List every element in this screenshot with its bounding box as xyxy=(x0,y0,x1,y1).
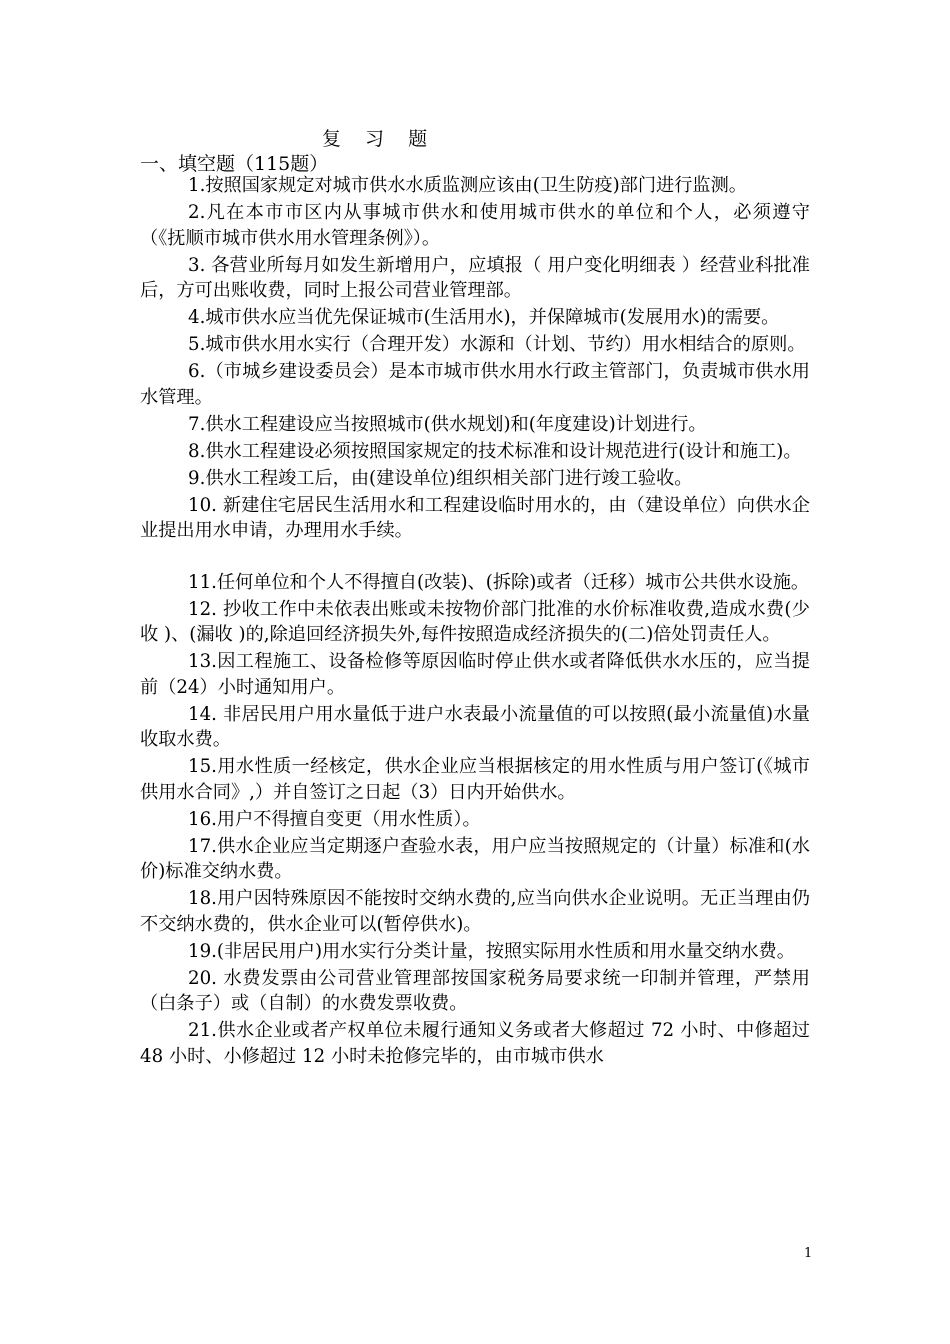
question-item: 19.(非居民用户)用水实行分类计量，按照实际用水性质和用水量交纳水费。 xyxy=(188,940,795,962)
question-item: 5.城市供水用水实行（合理开发）水源和（计划、节约）用水相结合的原则。 xyxy=(188,334,806,355)
document-title: 复 习 题 xyxy=(322,128,437,150)
question-item: 11.任何单位和个人不得擅自(改装)、(拆除)或者（迁移）城市公共供水设施。 xyxy=(188,571,810,593)
question-item: 8.供水工程建设必须按照国家规定的技术标准和设计规范进行(设计和施工)。 xyxy=(188,440,802,462)
question-item: 9.供水工程竣工后，由(建设单位)组织相关部门进行竣工验收。 xyxy=(188,467,693,489)
page-number: 1 xyxy=(804,1246,813,1261)
question-item: 10. 新建住宅居民生活用水和工程建设临时用水的，由（建设单位）向供水企业提出用水申请，办理用水手续。 xyxy=(140,494,810,541)
question-item: 3. 各营业所每月如发生新增用户，应填报（ 用户变化明细表 ）经营业科批准后，方可出账收费，同时上报公司营业管理部。 xyxy=(140,254,810,301)
question-item: 2.凡在本市市区内从事城市供水和使用城市供水的单位和个人，必须遵守（《抚顺市城市供水用水管理条例》）。 xyxy=(140,202,810,249)
question-item: 16.用户不得擅自变更（用水性质）。 xyxy=(188,808,481,830)
question-item: 21.供水企业或者产权单位未履行通知义务或者大修超过 72 小时、中修超过 48 小时、小修超过 12 小时未抢修完毕的，由市城市供水 xyxy=(140,1020,810,1067)
question-item: 15.用水性质一经核定，供水企业应当根据核定的用水性质与用户签订(《城市供用水合同》,）并自签订之日起（3）日内开始供水。 xyxy=(140,756,810,803)
question-item: 6.（市城乡建设委员会）是本市城市供水用水行政主管部门，负责城市供水用水管理。 xyxy=(140,361,810,408)
question-item: 12. 抄收工作中未依表出账或未按物价部门批准的水价标准收费,造成水费(少收 )、(漏收 )的,除追回经济损失外,每件按照造成经济损失的(二)倍处罚责任人。 xyxy=(140,598,810,645)
question-item: 17.供水企业应当定期逐户查验水表，用户应当按照规定的（计量）标准和(水价)标准交纳水费。 xyxy=(140,835,810,882)
question-item: 13.因工程施工、设备检修等原因临时停止供水或者降低供水水压的，应当提前（24）小时通知用户。 xyxy=(140,651,810,698)
question-item: 20. 水费发票由公司营业管理部按国家税务局要求统一印制并管理，严禁用（白条子）或（自制）的水费发票收费。 xyxy=(140,967,810,1014)
question-item: 14. 非居民用户用水量低于进户水表最小流量值的可以按照(最小流量值)水量收取水费。 xyxy=(140,703,810,750)
question-list xyxy=(140,173,810,1071)
question-item: 18.用户因特殊原因不能按时交纳水费的,应当向供水企业说明。无正当理由仍不交纳水费的，供水企业可以(暂停供水)。 xyxy=(140,888,810,935)
question-item: 4.城市供水应当优先保证城市(生活用水)，并保障城市(发展用水)的需要。 xyxy=(188,307,780,328)
section-heading: 一、填空题（115题） xyxy=(140,153,329,175)
question-item: 7.供水工程建设应当按照城市(供水规划)和(年度建设)计划进行。 xyxy=(188,413,707,435)
question-item: 1.按照国家规定对城市供水水质监测应该由(卫生防疫)部门进行监测。 xyxy=(188,175,747,196)
